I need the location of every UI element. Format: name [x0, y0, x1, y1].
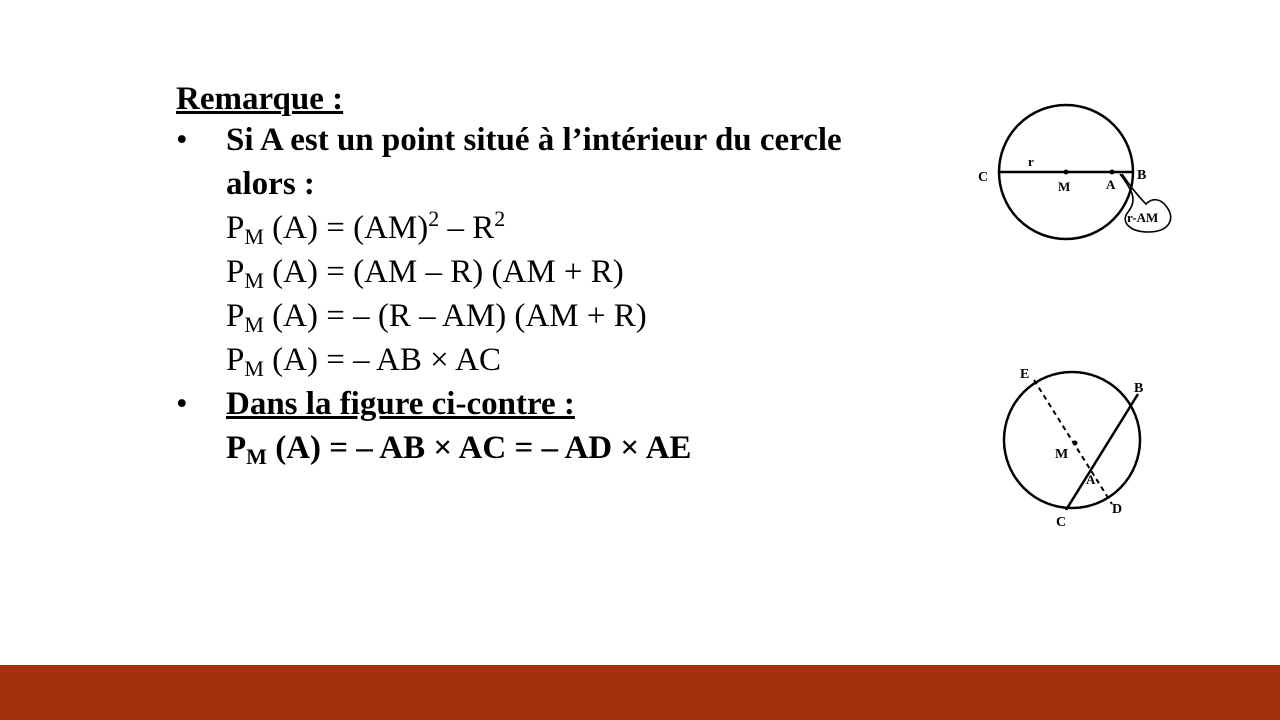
label-b: B — [1134, 381, 1144, 396]
equation-1: $P_M$ $(A) = (AM)^2 - R^2$ — [226, 206, 506, 249]
figure-circle-diameter — [970, 100, 1180, 245]
label-m: M — [1055, 447, 1069, 462]
chord-bc — [1066, 394, 1138, 510]
bullet-marker: • — [176, 122, 188, 158]
label-d: D — [1112, 502, 1123, 517]
bullet2-line1: Dans la figure ci-contre : — [226, 386, 575, 422]
equation-3: $P_M$ (A) = – (R – AM) (AM + R) — [226, 298, 647, 337]
label-a: A — [1086, 472, 1096, 487]
label-e: E — [1020, 367, 1030, 382]
bullet1-line1: Si A est un point situé à l’intérieur du cercle — [226, 122, 842, 158]
circle-diagram-2 — [1000, 360, 1160, 535]
figure-intersecting-chords — [1000, 360, 1160, 535]
label-callout: r-AM — [1127, 210, 1159, 225]
label-a: A — [1106, 177, 1116, 192]
remark-heading: Remarque : — [176, 81, 344, 117]
center-point-m — [1073, 441, 1078, 446]
equation-2: $P_M$ (A) = (AM – R) (AM + R) — [226, 254, 624, 293]
label-r: r — [1028, 154, 1034, 169]
label-c: C — [978, 170, 989, 185]
center-point-m — [1064, 170, 1069, 175]
footer-bar — [0, 665, 1280, 720]
slide-content — [176, 80, 936, 470]
bullet-item-1 — [176, 118, 936, 382]
equation-4: $P_M$ (A) = – AB × AC — [226, 342, 501, 381]
circle-outline — [1004, 372, 1140, 508]
bullet-item-2 — [176, 382, 936, 470]
label-m: M — [1058, 179, 1071, 194]
label-c: C — [1056, 515, 1067, 530]
bullet1-line2: alors : — [226, 166, 315, 202]
equation-5: $P_M$ (A) = – AB × AC = – AD × AE — [226, 430, 692, 469]
label-b: B — [1137, 168, 1147, 183]
point-a — [1110, 170, 1115, 175]
bullet-marker: • — [176, 386, 188, 422]
circle-diagram-1 — [970, 100, 1180, 245]
